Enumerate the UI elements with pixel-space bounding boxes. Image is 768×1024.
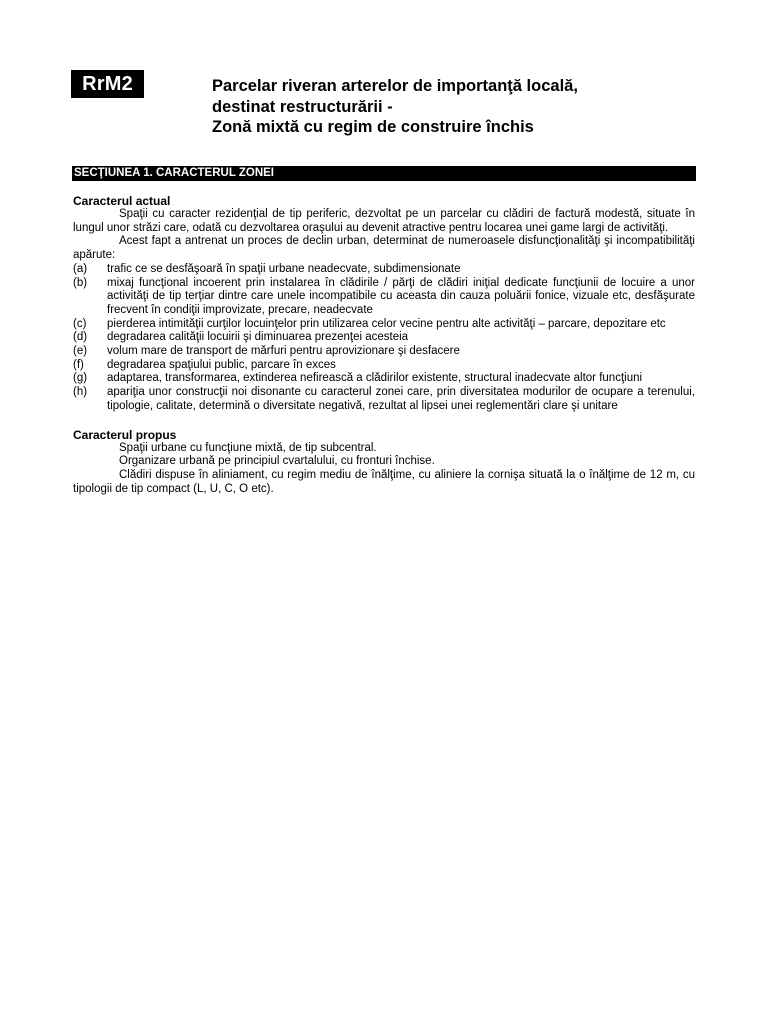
- list-item: [73, 318, 695, 332]
- spacer: [73, 414, 695, 428]
- list-item: [73, 372, 695, 386]
- list-marker: (g): [73, 372, 88, 385]
- proposed-character-heading: Caracterul propus: [73, 427, 177, 442]
- dysfunction-list: [73, 263, 695, 414]
- list-marker: (h): [73, 386, 88, 399]
- document-title: [212, 76, 578, 138]
- zone-code-badge: RrM2: [71, 70, 144, 98]
- list-marker: (b): [73, 276, 88, 289]
- section-body: [73, 194, 695, 496]
- list-item: [73, 277, 695, 318]
- list-item-text: degradarea calităţii locuirii şi diminuarea prezenţei acesteia: [107, 331, 409, 344]
- list-item-text: adaptarea, transformarea, extinderea nefirească a clădirilor existente, structural inadecvate altor funcţiuni: [107, 372, 643, 385]
- list-item-text: pierderea intimităţii curţilor locuinţelor prin utilizarea celor vecine pentru alte activităţi – parcare, depozitare etc: [107, 317, 666, 330]
- list-marker: (d): [73, 331, 88, 344]
- current-paragraph-1: Spaţii cu caracter rezidenţial de tip periferic, dezvoltat pe un parcelar cu clădiri de factură modestă, situate în lungul unor străzi care, odată cu dezvoltarea oraşului au devenit atractive pentru locarea unei game largi de activităţi.: [73, 208, 695, 234]
- current-paragraph-2: Acest fapt a antrenat un proces de declin urban, determinat de numeroasele disfuncţionalităţi şi incompatibilităţi apărute:: [73, 235, 695, 262]
- list-item-text: degradarea spaţiului public, parcare în exces: [107, 358, 336, 371]
- list-item: [73, 359, 695, 373]
- list-marker: (c): [73, 317, 87, 330]
- proposed-paragraph-2: Organizare urbană pe principiul cvartalului, cu fronturi închise.: [119, 455, 435, 468]
- title-line-2: destinat restructurării -: [212, 97, 393, 116]
- list-item-text: mixaj funcţional incoerent prin instalarea în clădirile / părţi de clădiri iniţial dedicate funcţiunii de locuire a unor activităţi de tip terţiar dintre care unele incompatibile cu aceasta din cauza poluării fonice, vizuale etc, desfăşurate frecvent în condiţii improvizate, precare, neadecvate: [107, 276, 695, 316]
- list-item: [73, 263, 695, 277]
- title-line-3: Zonă mixtă cu regim de construire închis: [212, 118, 534, 136]
- title-line-1: Parcelar riveran arterelor de importanţă locală,: [212, 77, 578, 95]
- list-item-text: trafic ce se desfăşoară în spaţii urbane neadecvate, subdimensionate: [107, 262, 461, 275]
- proposed-paragraph-1: Spaţii urbane cu funcţiune mixtă, de tip subcentral.: [119, 441, 377, 454]
- list-item-text: volum mare de transport de mărfuri pentru aprovizionare şi desfacere: [107, 345, 460, 358]
- list-marker: (f): [73, 358, 84, 371]
- current-character-heading: Caracterul actual: [73, 194, 171, 208]
- list-marker: (a): [73, 262, 88, 275]
- list-item-text: apariţia unor construcţii noi disonante cu caracterul zonei care, prin diversitatea modurilor de ocupare a terenului, tipologie, calitate, determină o diversitate negativă, rezultat al lipsei unei reglementări clare şi unitare: [107, 386, 695, 412]
- list-marker: (e): [73, 345, 88, 358]
- list-item: [73, 345, 695, 359]
- section-heading-bar: SECŢIUNEA 1. CARACTERUL ZONEI: [72, 166, 696, 181]
- list-item: [73, 331, 695, 345]
- proposed-paragraph-3: Clădiri dispuse în aliniament, cu regim mediu de înălţime, cu aliniere la cornişa situată la o înălţime de 12 m, cu tipologii de tip compact (L, U, C, O etc).: [73, 468, 695, 495]
- list-item: [73, 386, 695, 413]
